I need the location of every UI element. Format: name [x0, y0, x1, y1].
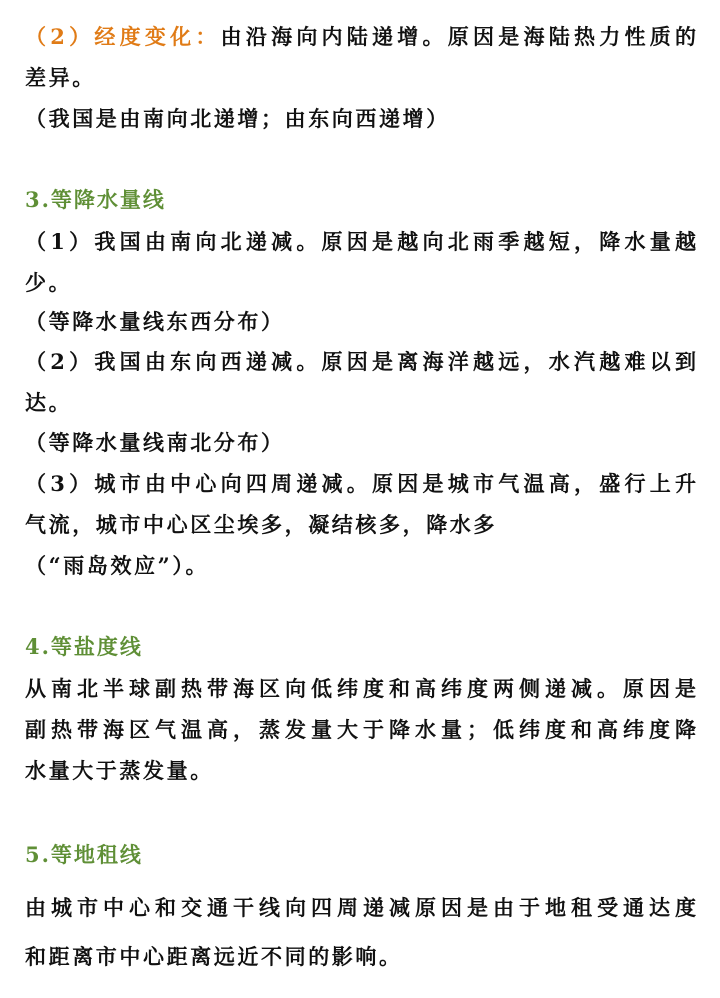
paragraph-line: （等降水量线东西分布） [25, 309, 285, 334]
paragraph-line: 少。 [25, 270, 73, 295]
paragraph-line: （我国是由南向北递增；由东向西递增） [25, 106, 450, 131]
paragraph-line: （3）城市由中心向四周递减。原因是城市气温高，盛行上升 [25, 471, 698, 496]
section-heading-land-rent: 5.等地租线 [25, 842, 143, 867]
paragraph-line: 气流，城市中心区尘埃多，凝结核多，降水多 [25, 512, 497, 537]
paragraph-line: （等降水量线南北分布） [25, 430, 285, 455]
paragraph-line: （2）我国由东向西递减。原因是离海洋越远，水汽越难以到 [25, 349, 698, 374]
paragraph-line: 由城市中心和交通干线向四周递减原因是由于地租受通达度 [25, 895, 697, 920]
paragraph-line: 副热带海区气温高，蒸发量大于降水量；低纬度和高纬度降 [25, 717, 697, 742]
paragraph-line: 从南北半球副热带海区向低纬度和高纬度两侧递减。原因是 [25, 676, 697, 701]
line-text: 由沿海向内陆递增。原因是海陆热力性质的 [220, 24, 697, 49]
longitude-change-label: （2）经度变化： [25, 24, 221, 49]
paragraph-line: （“雨岛效应”）。 [25, 553, 210, 578]
paragraph-line: 水量大于蒸发量。 [25, 758, 214, 783]
paragraph-line: 和距离市中心距离远近不同的影响。 [25, 944, 403, 969]
paragraph-line: 差异。 [25, 65, 96, 90]
section-heading-precipitation: 3.等降水量线 [25, 187, 166, 212]
paragraph-line: （1）我国由南向北递减。原因是越向北雨季越短，降水量越 [25, 229, 698, 254]
section-heading-salinity: 4.等盐度线 [25, 634, 143, 659]
paragraph-line [25, 24, 697, 50]
paragraph-line: 达。 [25, 390, 73, 415]
